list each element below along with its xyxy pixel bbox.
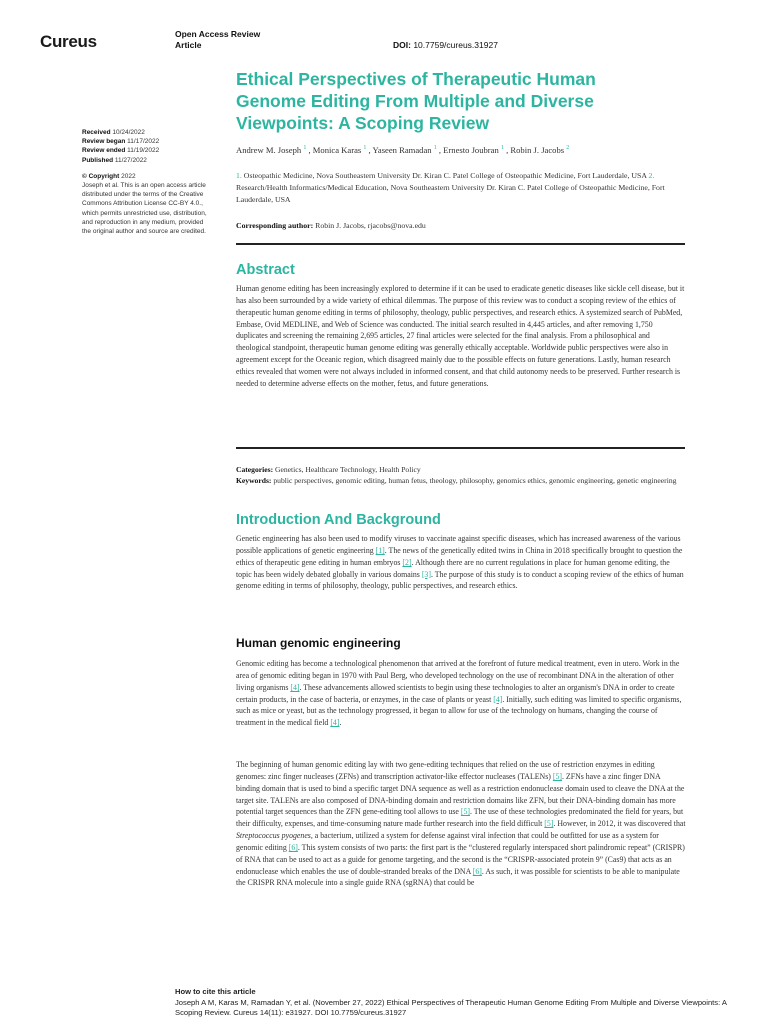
copyright-label: © Copyright — [82, 172, 120, 180]
received-row — [82, 128, 222, 137]
article-type-line2: Article — [175, 40, 202, 50]
abstract-heading: Abstract — [236, 262, 295, 278]
categories-label: Categories: — [236, 465, 274, 474]
author-list: Andrew M. Joseph $^1$ , Monica Karas $^1$ , Yaseen Ramadan $^1$ , Ernesto Joubran $^1$ , Robin J. Jacobs $^2$ — [236, 145, 570, 155]
published-label: Published — [82, 156, 114, 164]
affiliations — [236, 170, 686, 205]
categories-row — [236, 464, 686, 475]
author-affiliation: 1 — [363, 145, 367, 152]
body-paragraph: Genomic editing has become a technological phenomenon that arrived at the forefront of future medical treatment, even in utero. Work in the area of genomic editing began in 1970 with Paul Berg, who developed technology on the use of recombinant DNA in the alteration of other living organisms [4]. These advancements allowed scientists to begin using these technologies to alter an organism's DNA in order to create certain products, in the case of bacteria, or enzymes, in the case of plants or yeast [4]. Initially, such editing was limited to specific organisms, such as mice or yeast, but as the technology progressed, it began to allow for use of the technology on humans, changing the course of treatment in the medical field [4]. — [236, 659, 682, 728]
article-meta — [236, 464, 686, 487]
corresponding-label: Corresponding author: — [236, 221, 314, 230]
author-name[interactable]: Monica Karas — [312, 145, 362, 155]
article-title: Ethical Perspectives of Therapeutic Human Genome Editing From Multiple and Diverse Viewpoints: A Scoping Review — [236, 69, 596, 133]
corresponding-value[interactable]: Robin J. Jacobs, rjacobs@nova.edu — [315, 221, 426, 230]
reference-link[interactable]: [1] — [375, 545, 385, 555]
affiliation-text: Research/Health Informatics/Medical Education, Nova Southeastern University Dr. Kiran C. Patel College of Osteopathic Medicine, Fort Lauderdale, USA — [236, 182, 665, 204]
subsection-heading: Human genomic engineering — [236, 636, 401, 650]
reference-link[interactable]: [2] — [402, 557, 412, 567]
reference-link[interactable]: [4] — [493, 694, 503, 704]
body-paragraph: The beginning of human genomic editing lay with two gene-editing techniques that relied on the use of restriction enzymes in editing genomes: zinc finger nucleases (ZFNs) and transcription activator-like effector nucleases (TALENs) [5]. ZFNs have a zinc finger DNA binding domain that is used to bind a specific target DNA sequence as well as a restriction endonuclease domain used to cleave the DNA at the target site. TALENs are also composed of DNA-binding domain and restriction domains like ZFN, but their DNA-binding domain has more potential target sequences than the ZFN gene-editing tool allows to use [5]. The use of these technologies predominated the field for years, but their difficulty, expenses, and time-consuming nature made further research into the field difficult [5]. However, in 2012, it was discovered that Streptococcus pyogenes, a bacterium, utilized a system for defense against viral infection that could be outfitted for use as a system for genomic editing [6]. This system consists of two parts: the first part is the “clustered regularly interspaced short palindromic repeat” (CRISPR) of RNA that can be used to act as a guide for genome targeting, and the second is the “CRISPR-associated protein 9” (Cas9) that acts as an endonuclease which enables the use of double-stranded breaks of the DNA [6]. As such, it was possible for scientists to be able to manipulate the CRISPR RNA molecule into a single guide RNA (sgRNA) that could be — [236, 760, 686, 888]
doi-value: 10.7759/cureus.31927 — [413, 40, 498, 50]
citation-heading: How to cite this article — [175, 987, 256, 996]
citation-footer — [175, 987, 735, 1019]
author-name[interactable]: Ernesto Joubran — [443, 145, 499, 155]
keywords-label: Keywords: — [236, 476, 272, 486]
section-divider — [236, 243, 685, 245]
species-name: Streptococcus pyogenes — [236, 831, 311, 841]
author-affiliation: 1 — [433, 145, 437, 152]
license-line: which permits unrestricted use, distribution, — [82, 209, 207, 217]
review-ended-value: 11/19/2022 — [127, 147, 160, 155]
author-affiliation: 1 — [303, 145, 307, 152]
doi[interactable] — [393, 40, 498, 50]
keywords-row — [236, 475, 686, 486]
license-line: Joseph et al. This is an open access article — [82, 182, 206, 190]
reference-link[interactable]: [3] — [421, 569, 431, 579]
author-name[interactable]: Andrew M. Joseph — [236, 145, 302, 155]
license-line: and reproduction in any medium, provided — [82, 218, 204, 226]
reference-link[interactable]: [6] — [472, 866, 482, 876]
abstract-text: Human genome editing has been increasingly explored to determine if it can be used to eradicate genetic diseases like sickle cell disease, but it has also been surrounded by a wide variety of ethical dilemmas. The purpose of this review was to conduct a scoping review of the ethics of therapeutic human genome editing in terms of philosophy, theology, public perspectives, and research ethics. A systemized search of PubMed, Embase, Ovid MEDLINE, and Web of Science was conducted. The initial search resulted in 4,445 articles, and after removing 1,750 duplicates and screening the remaining 2,695 articles, 27 final articles were selected for the final analysis. From a philosophical and theological standpoint, therapeutic human genome editing was generally ethically acceptable. Worldwide public perspectives were also in agreement except for the Oceanic region, which disagreed mainly due to the possible effects on future generations. Lastly, human research ethics revealed that women were not always included in informed consent, and that child autonomy needs to be preserved. Further research is needed to determine adverse effects on the mother, fetus, and future generations. — [236, 284, 685, 388]
copyright-year: 2022 — [121, 172, 136, 180]
copyright-row — [82, 172, 222, 181]
review-ended-row — [82, 146, 222, 155]
affiliation-number: 2. — [648, 171, 655, 180]
affiliation-text: Osteopathic Medicine, Nova Southeastern University Dr. Kiran C. Patel College of Osteopathic Medicine, Fort Lauderdale, USA — [241, 171, 649, 180]
review-began-label: Review began — [82, 138, 126, 146]
review-began-row — [82, 137, 222, 146]
author-affiliation: 2 — [566, 145, 570, 152]
section-divider — [236, 447, 685, 449]
review-began-value: 11/17/2022 — [127, 138, 160, 146]
author-name[interactable]: Yaseen Ramadan — [372, 145, 432, 155]
license-line: Commons Attribution License CC-BY 4.0., — [82, 200, 203, 208]
reference-link[interactable]: [4] — [290, 682, 300, 692]
reference-link[interactable]: [6] — [288, 842, 298, 852]
license-line: distributed under the terms of the Creative — [82, 191, 204, 199]
reference-link[interactable]: [5] — [544, 819, 554, 829]
keywords-value: public perspectives, genomic editing, human fetus, theology, philosophy, genomics ethics, genomic engineering, genetic engineering — [273, 476, 677, 486]
license-line: the original author and source are credited. — [82, 228, 206, 236]
intro-heading: Introduction And Background — [236, 512, 441, 528]
article-type — [175, 29, 260, 51]
received-label: Received — [82, 129, 111, 136]
intro-paragraph: Genetic engineering has also been used to modify viruses to vaccinate against specific diseases, which has increased awareness of the various possible applications of genetic engineering [1]. The news of the genetically edited twins in China in 2018 specifically brought to question the ethics of therapeutic gene editing in human embryos [2]. Although there are no current regulations in place for human genome editing, the topic has been widely debated globally in various domains [3]. The purpose of this study is to conduct a scoping review of the ethics of human genome editing in terms of philosophy, theology, public perspectives, and research ethics. — [236, 534, 684, 591]
review-ended-label: Review ended — [82, 147, 126, 155]
corresponding-author — [236, 221, 686, 230]
author-name[interactable]: Robin J. Jacobs — [510, 145, 565, 155]
reference-link[interactable]: [5] — [460, 807, 471, 817]
sidebar-dates — [82, 128, 222, 236]
doi-label: DOI: — [393, 40, 411, 50]
categories-value: Genetics, Healthcare Technology, Health Policy — [275, 465, 421, 474]
published-value: 11/27/2022 — [114, 156, 147, 164]
affiliation-number: 1. — [236, 171, 242, 180]
reference-link[interactable]: [5] — [552, 771, 562, 781]
published-row — [82, 156, 222, 165]
reference-link[interactable]: [4] — [330, 718, 340, 728]
received-value: 10/24/2022 — [112, 129, 145, 136]
citation-text: Joseph A M, Karas M, Ramadan Y, et al. (November 27, 2022) Ethical Perspectives of Therapeutic Human Genome Editing From Multiple and Diverse Viewpoints: A Scoping Review. Cureus 14(11): e31927. DOI 10.7759/cureus.31927 — [175, 997, 727, 1017]
cureus-logo: Cureus — [40, 32, 97, 51]
author-affiliation: 1 — [500, 145, 504, 152]
article-type-line1: Open Access Review — [175, 29, 261, 39]
